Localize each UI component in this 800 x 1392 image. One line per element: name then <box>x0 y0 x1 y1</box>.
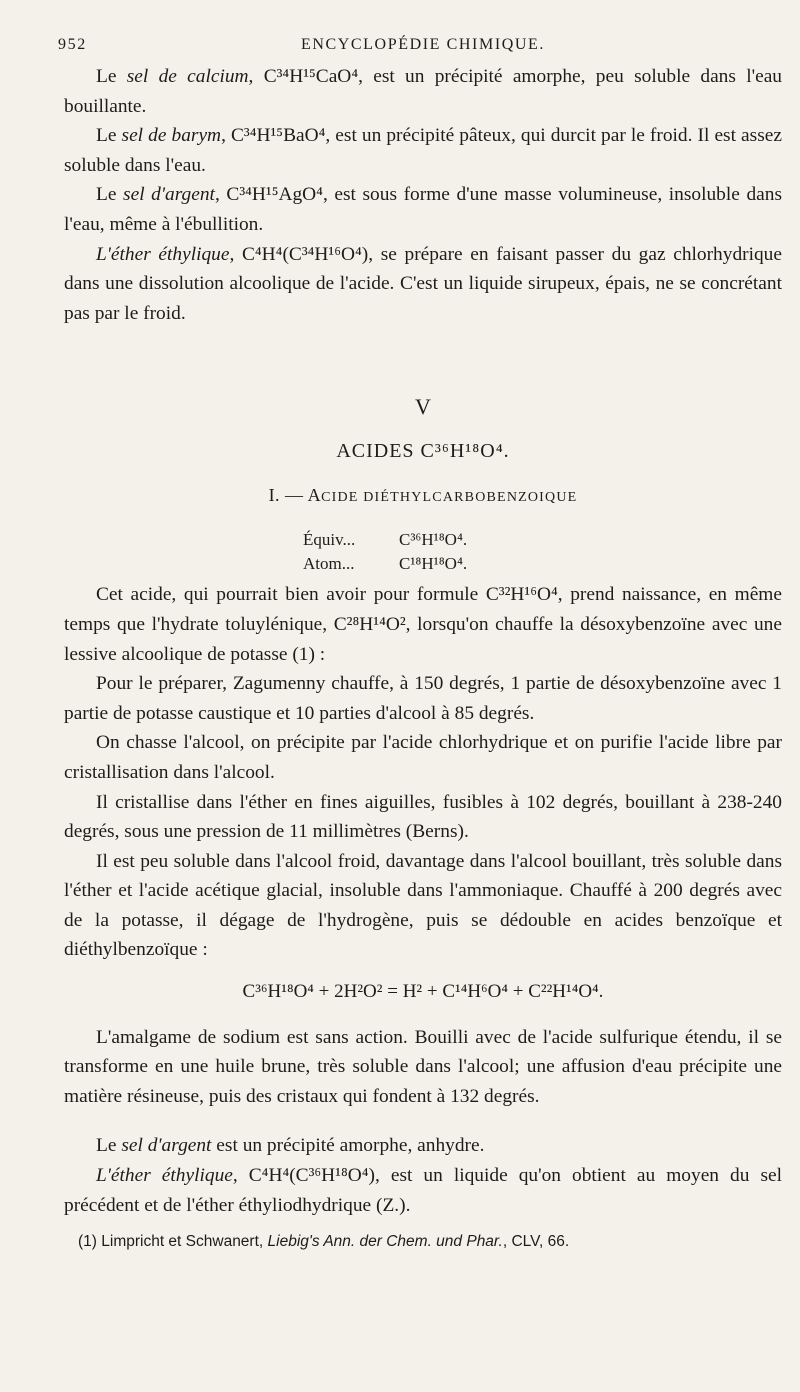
page-header <box>58 36 782 62</box>
equiv-label: Équiv... <box>303 530 356 550</box>
paragraph-ethyl-ether: L'éther éthylique, C⁴H⁴(C³⁴H¹⁶O⁴), se prépare en faisant passer du gaz chlorhydrique dans une dissolution alcoolique de l'acide. C'est un liquide sirupeux, épais, ne se concrétant pas par le froid. <box>64 243 782 324</box>
body-paragraph: On chasse l'alcool, on précipite par l'acide chlorhydrique et on purifie l'acide libre par cristallisation dans l'alcool. <box>64 732 782 783</box>
body-paragraph: L'amalgame de sodium est sans action. Bouilli avec de l'acide sulfurique étendu, il se transforme en une huile brune, très soluble dans l'alcool; une affusion d'eau précipite une matière résineuse, puis des cristaux qui fondent à 132 degrés. <box>64 1026 782 1107</box>
footnote: (1) Limpricht et Schwanert, Liebig's Ann. der Chem. und Phar., CLV, 66. <box>78 1233 570 1251</box>
reaction-equation: C³⁶H¹⁸O⁴ + 2H²O² = H² + C¹⁴H⁶O⁴ + C²²H¹⁴O⁴. <box>242 981 604 1003</box>
paragraph-silver-salt: Le sel d'argent, C³⁴H¹⁵AgO⁴, est sous forme d'une masse volumineuse, insoluble dans l'eau, même à l'ébullition. <box>64 184 782 235</box>
page <box>58 36 782 1376</box>
body-paragraph: Pour le préparer, Zagumenny chauffe, à 150 degrés, 1 partie de désoxybenzoïne avec 1 partie de potasse caustique et 10 parties d'alcool à 85 degrés. <box>64 673 782 724</box>
body-paragraph: Il cristallise dans l'éther en fines aiguilles, fusibles à 102 degrés, bouillant à 238-240 degrés, sous une pression de 11 millimètres (Berns). <box>64 791 782 843</box>
running-title: ENCYCLOPÉDIE CHIMIQUE. <box>300 36 546 53</box>
subsection-title: I. — ACIDE DIÉTHYLCARBOBENZOIQUE <box>268 485 578 506</box>
section-title: ACIDES C³⁶H¹⁸O⁴. <box>336 440 510 463</box>
atom-label: Atom... <box>303 554 355 574</box>
atom-value: C¹⁸H¹⁸O⁴. <box>399 554 468 574</box>
equiv-value: C³⁶H¹⁸O⁴. <box>399 530 468 550</box>
page-number: 952 <box>58 36 87 53</box>
paragraph-calcium-salt: Le sel de calcium, C³⁴H¹⁵CaO⁴, est un précipité amorphe, peu soluble dans l'eau bouillante. <box>64 66 782 117</box>
formula-block <box>303 528 543 576</box>
body-paragraph: Cet acide, qui pourrait bien avoir pour formule C³²H¹⁶O⁴, prend naissance, en même temps que l'hydrate toluylénique, C²⁸H¹⁴O², lorsqu'on chauffe la désoxybenzoïne avec une lessive alcoolique de potasse (1) : <box>64 584 782 665</box>
section-number: V <box>415 394 431 420</box>
paragraph-barium-salt: Le sel de barym, C³⁴H¹⁵BaO⁴, est un précipité pâteux, qui durcit par le froid. Il est assez soluble dans l'eau. <box>64 125 782 176</box>
paragraph-ethyl-ether-2: L'éther éthylique, C⁴H⁴(C³⁶H¹⁸O⁴), est un liquide qu'on obtient au moyen du sel précédent et de l'éther éthyliodhydrique (Z.). <box>64 1165 782 1216</box>
paragraph-silver-salt-2: Le sel d'argent est un précipité amorphe, anhydre. <box>96 1135 485 1157</box>
body-paragraph: Il est peu soluble dans l'alcool froid, davantage dans l'alcool bouillant, très soluble dans l'éther et l'acide acétique glacial, insoluble dans l'ammoniaque. Chauffé à 200 degrés avec de la potasse, il dégage de l'hydrogène, puis se dédouble en acides benzoïque et diéthylbenzoïque : <box>64 850 782 961</box>
